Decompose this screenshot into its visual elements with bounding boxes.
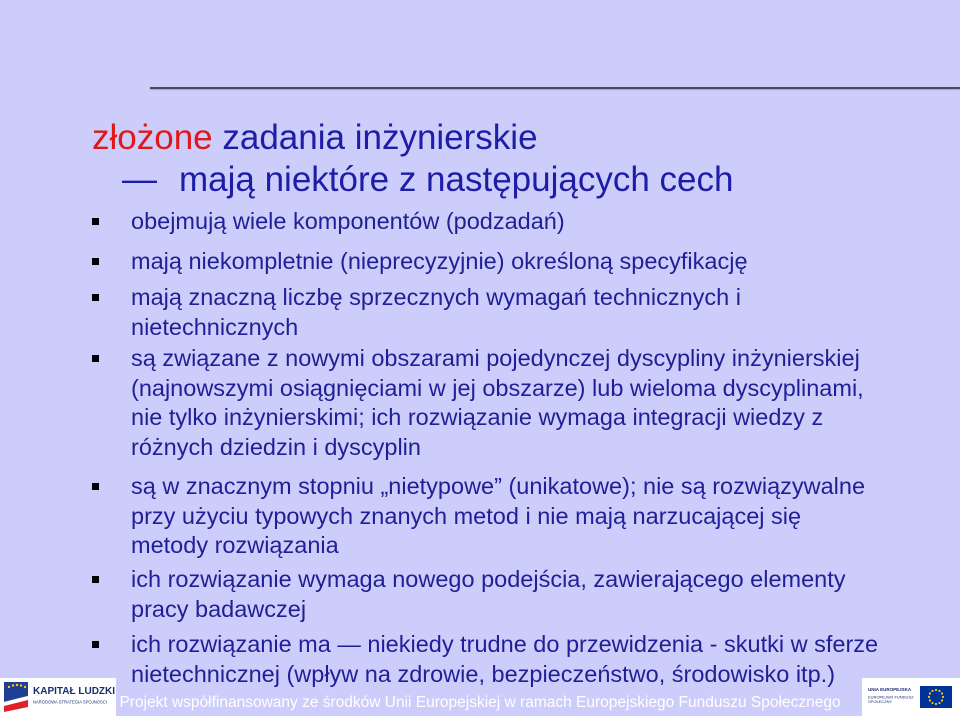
eu-logo-subtitle: EUROPEJSKI FUNDUSZ SPOŁECZNY (868, 695, 914, 704)
kapital-ludzki-logo-subtitle: NARODOWA STRATEGIA SPÓJNOŚCI (33, 700, 107, 705)
bullet-item (131, 630, 878, 689)
square-bullet-icon (92, 355, 99, 362)
bullet-item (131, 344, 864, 462)
bullet-item (131, 565, 846, 624)
bullet-text-line: (najnowszymi osiągnięciami w jej obszarze) lub wieloma dyscyplinami, (131, 374, 864, 401)
bullet-item (131, 247, 748, 277)
bullet-text-line: nietechnicznej (wpływ na zdrowie, bezpieczeństwo, środowisko itp.) (131, 660, 836, 687)
bullet-text-line: nietechnicznych (131, 313, 299, 340)
square-bullet-icon (92, 294, 99, 301)
bullet-text-line: są w znacznym stopniu „nietypowe” (unikatowe); nie są rozwiązywalne (131, 473, 866, 499)
bullet-text-line: ich rozwiązanie ma — niekiedy trudne do przewidzenia - skutki w sferze (131, 631, 879, 657)
square-bullet-icon (92, 218, 99, 225)
bullet-text-line: obejmują wiele komponentów (podzadań) (131, 208, 565, 234)
footer-funding-text: Projekt współfinansowany ze środków Unii Europejskiej w ramach Europejskiego Funduszu Społecznego (119, 694, 841, 711)
slide-title (92, 117, 538, 159)
top-divider-line (150, 87, 960, 89)
title-text: zadania inżynierskie (222, 118, 538, 157)
title-subtitle: mają niektóre z następujących cech (179, 160, 734, 199)
bullet-text-line: metody rozwiązania (131, 532, 339, 558)
eu-logo-title: UNIA EUROPEJSKA (868, 687, 912, 692)
square-bullet-icon (92, 258, 99, 265)
bullet-text-line: nie tylko inżynierskimi; ich rozwiązanie wymaga integracji wiedzy z (131, 404, 824, 430)
bullet-text-line: przy użyciu typowych znanych metod i nie mają narzucającej się (131, 502, 802, 529)
bullet-item (131, 207, 565, 237)
bullet-text-line: pracy badawczej (131, 595, 307, 622)
square-bullet-icon (92, 641, 99, 648)
bullet-item (131, 283, 741, 342)
bullet-text-line: ich rozwiązanie wymaga nowego podejścia, zawierającego elementy (131, 566, 846, 592)
bullet-item (131, 472, 865, 561)
kapital-ludzki-logo-title: KAPITAŁ LUDZKI (33, 686, 116, 697)
bullet-text-line: różnych dziedzin i dyscyplin (131, 433, 421, 460)
bullet-text-line: są związane z nowymi obszarami pojedynczej dyscypliny inżynierskiej (131, 345, 860, 371)
title-dash: — (122, 160, 157, 199)
title-highlight: złożone (92, 118, 213, 157)
square-bullet-icon (92, 576, 99, 583)
eu-logo (862, 678, 960, 716)
bullet-text-line: mają znaczną liczbę sprzecznych wymagań technicznych i (131, 284, 741, 310)
bullet-text-line: mają niekompletnie (nieprecyzyjnie) określoną specyfikację (131, 248, 748, 274)
square-bullet-icon (92, 483, 99, 490)
eu-flag-icon (920, 686, 952, 708)
